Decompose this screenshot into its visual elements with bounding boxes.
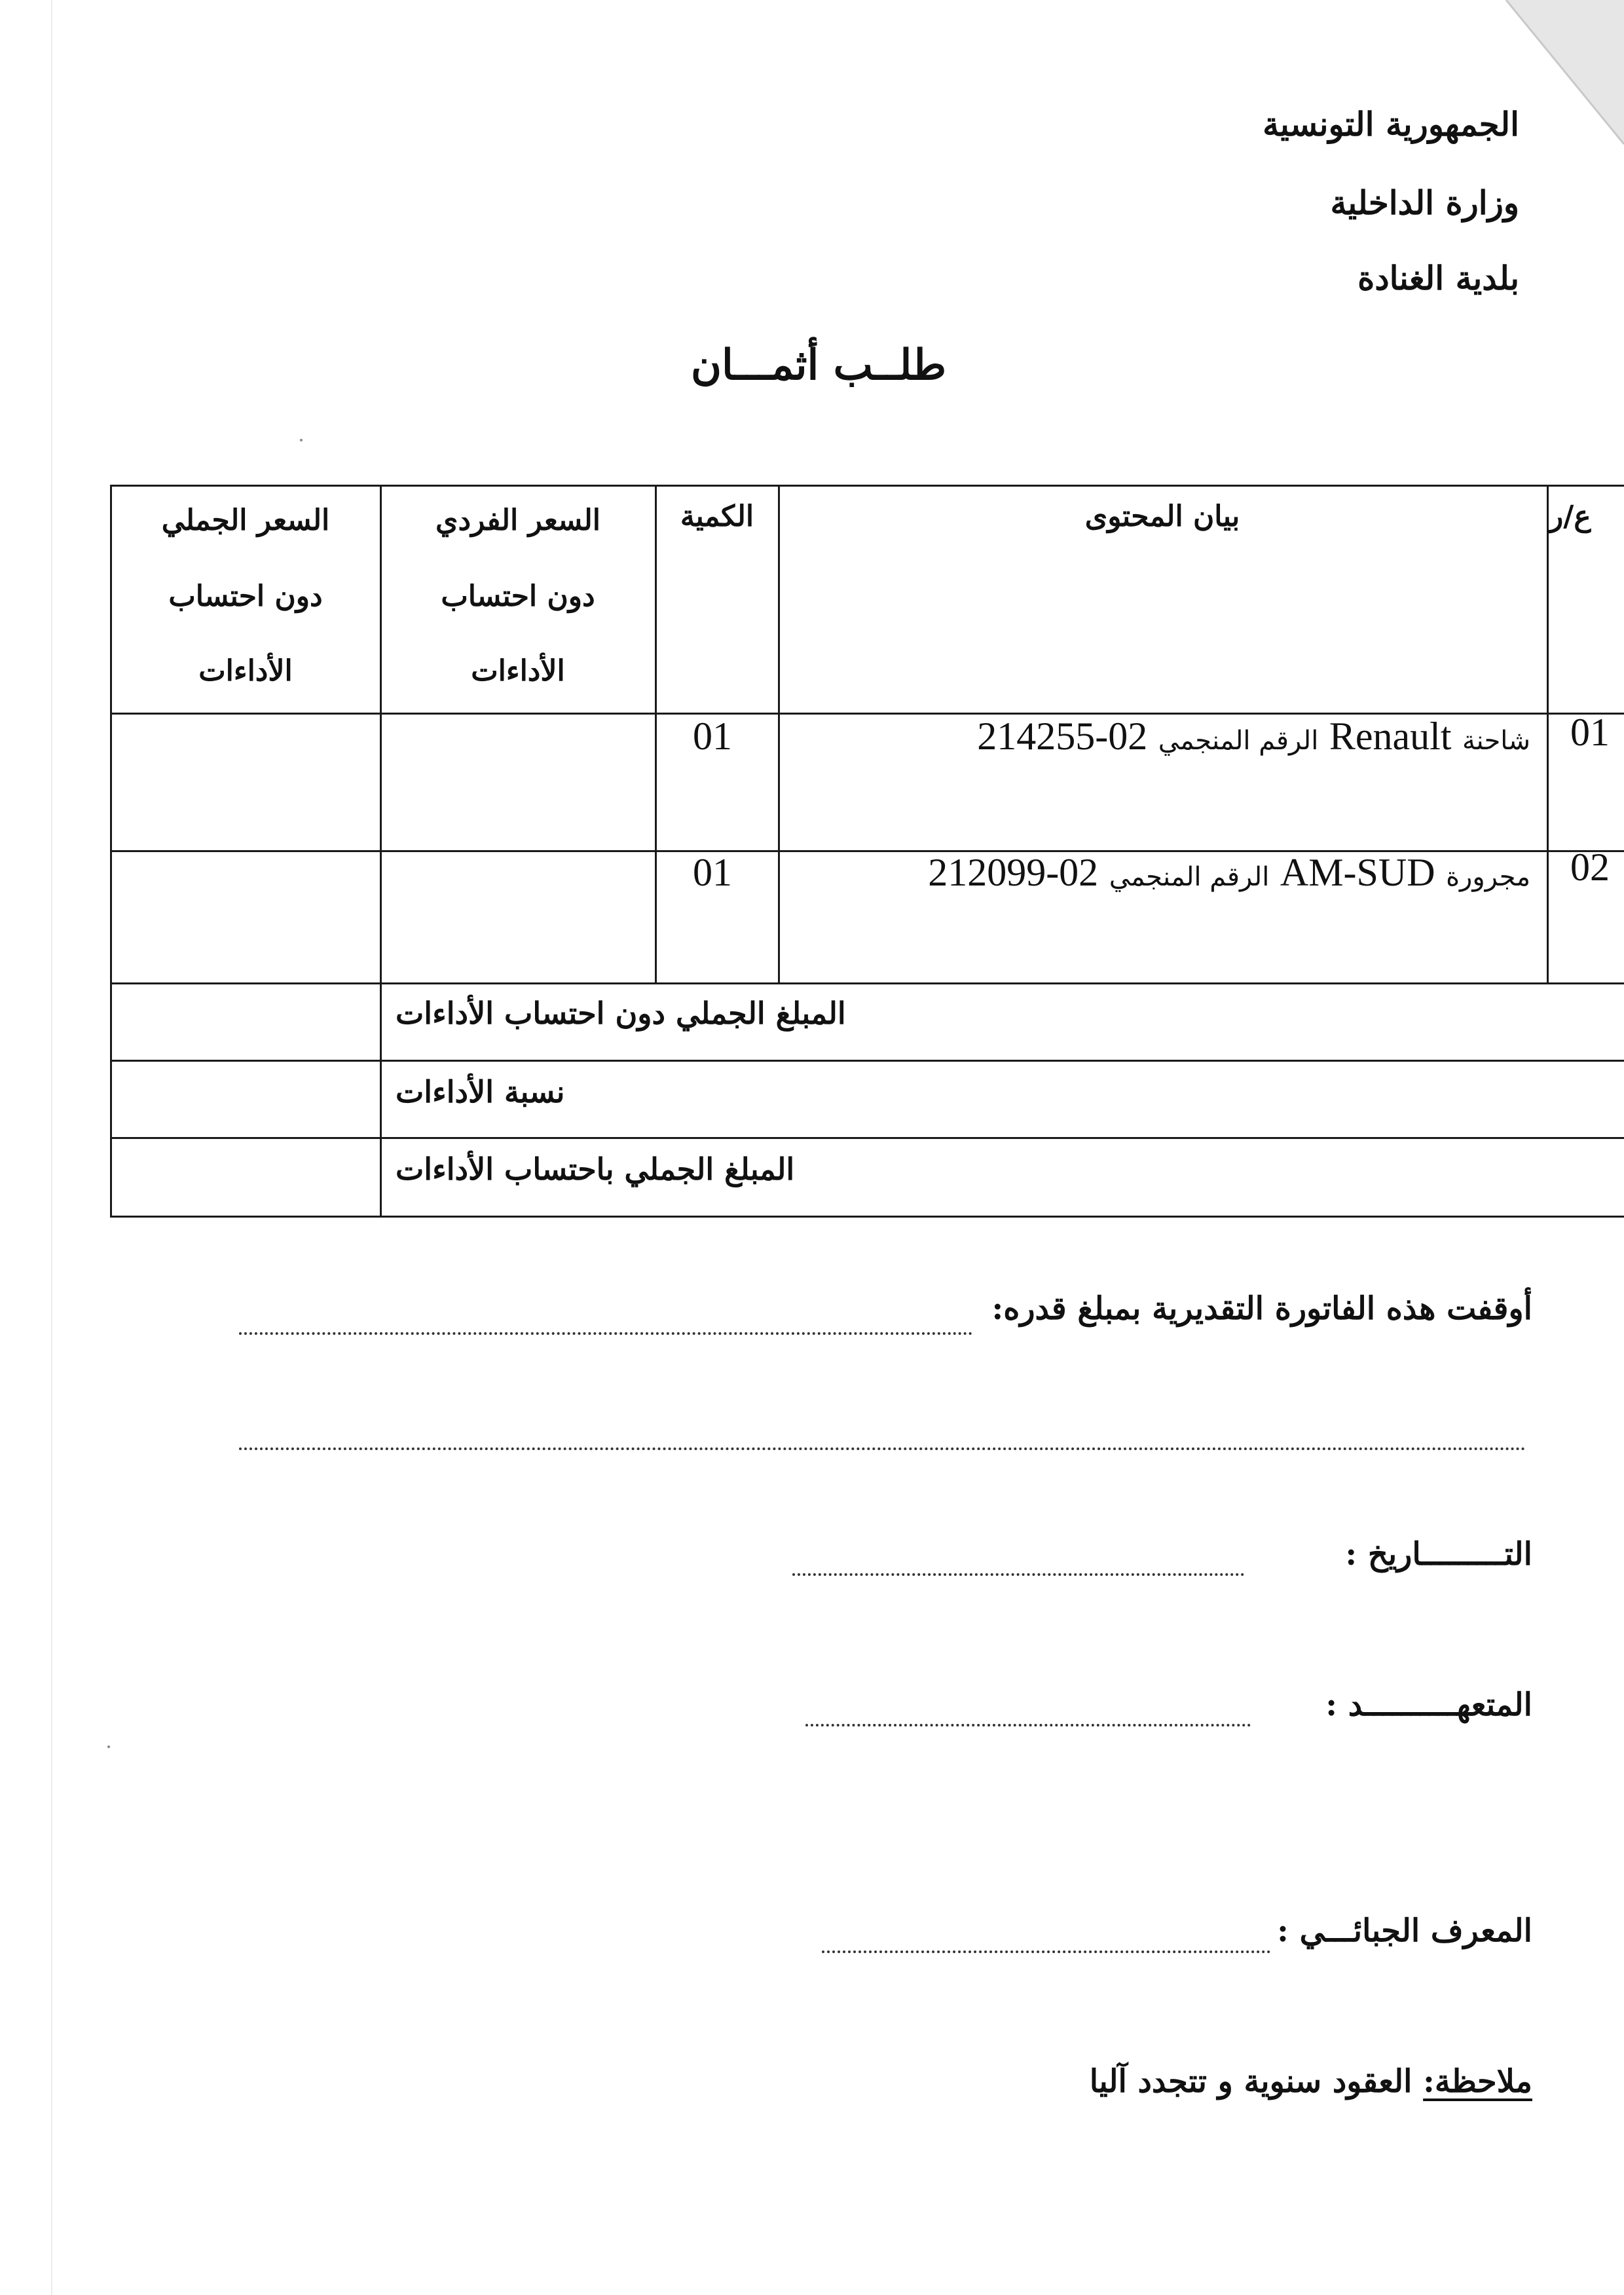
header-quantity: الكمية	[680, 500, 754, 533]
table-col-divider	[778, 485, 780, 984]
note	[1090, 2063, 1532, 2100]
tax-id-label: المعرف الجبائـــي :	[1277, 1912, 1532, 1949]
header-republic: الجمهورية التونسية	[1263, 105, 1519, 143]
row-registration: 212099-02	[928, 851, 1099, 894]
scan-speck	[300, 439, 303, 441]
header-ministry: وزارة الداخلية	[1330, 183, 1519, 222]
table-col-divider	[655, 485, 657, 984]
header-row-no: ع/ر	[1549, 500, 1591, 533]
header-description: بيان المحتوى	[1084, 500, 1240, 533]
row-registration-label: الرقم المنجمي	[1158, 726, 1319, 756]
scan-speck	[107, 1745, 110, 1748]
table-col-divider	[1547, 485, 1549, 984]
amount-fill-line-2[interactable]	[239, 1447, 1526, 1450]
note-text: العقود سنوية و تتجدد آليا	[1089, 2063, 1412, 2100]
total-label: المبلغ الجملي باحتساب الأداءات	[396, 1151, 795, 1187]
header-unit-price-line2: دون احتساب	[441, 580, 595, 613]
date-fill-line[interactable]	[792, 1573, 1244, 1576]
table-border-bottom	[110, 1216, 1624, 1218]
amount-statement: أوقفت هذه الفاتورة التقديرية بمبلغ قدره:	[991, 1290, 1532, 1327]
row-quantity: 01	[693, 851, 732, 894]
row-number: 01	[1570, 711, 1610, 754]
header-total-price-line3: الأداءات	[198, 654, 293, 688]
tax-id-fill-line[interactable]	[822, 1950, 1270, 1953]
amount-fill-line[interactable]	[239, 1332, 972, 1335]
subtotal-label: المبلغ الجملي دون احتساب الأداءات	[396, 996, 846, 1031]
table-border-top	[110, 485, 1624, 487]
row-number: 02	[1570, 846, 1610, 889]
row-brand: AM-SUD	[1280, 851, 1435, 894]
page-title: طلــب أثمـــان	[690, 341, 947, 390]
header-unit-price-line1: السعر الفردي	[435, 504, 600, 537]
contractor-label: المتعهــــــــــد :	[1325, 1687, 1532, 1723]
row-item-type: مجرورة	[1446, 862, 1530, 892]
header-total-price-line2: دون احتساب	[168, 580, 323, 613]
row-brand: Renault	[1329, 715, 1452, 758]
table-row-divider	[110, 1137, 1624, 1139]
note-label: ملاحظة:	[1423, 2063, 1532, 2100]
date-label: التـــــــــاريخ :	[1345, 1536, 1532, 1573]
row-description	[977, 714, 1530, 759]
header-unit-price-line3: الأداءات	[471, 654, 565, 688]
table-row-divider	[110, 1060, 1624, 1062]
page-edge-shadow	[51, 0, 52, 2295]
row-description	[928, 850, 1530, 895]
row-quantity: 01	[693, 715, 732, 758]
row-registration-label: الرقم المنجمي	[1109, 862, 1270, 892]
row-registration: 214255-02	[977, 715, 1148, 758]
contractor-fill-line[interactable]	[805, 1724, 1251, 1726]
row-item-type: شاحنة	[1462, 726, 1530, 756]
tax-rate-label: نسبة الأداءات	[396, 1074, 565, 1110]
header-total-price-line1: السعر الجملي	[161, 504, 330, 537]
table-row-divider	[110, 982, 1624, 984]
header-municipality: بلدية الغنادة	[1357, 259, 1519, 297]
